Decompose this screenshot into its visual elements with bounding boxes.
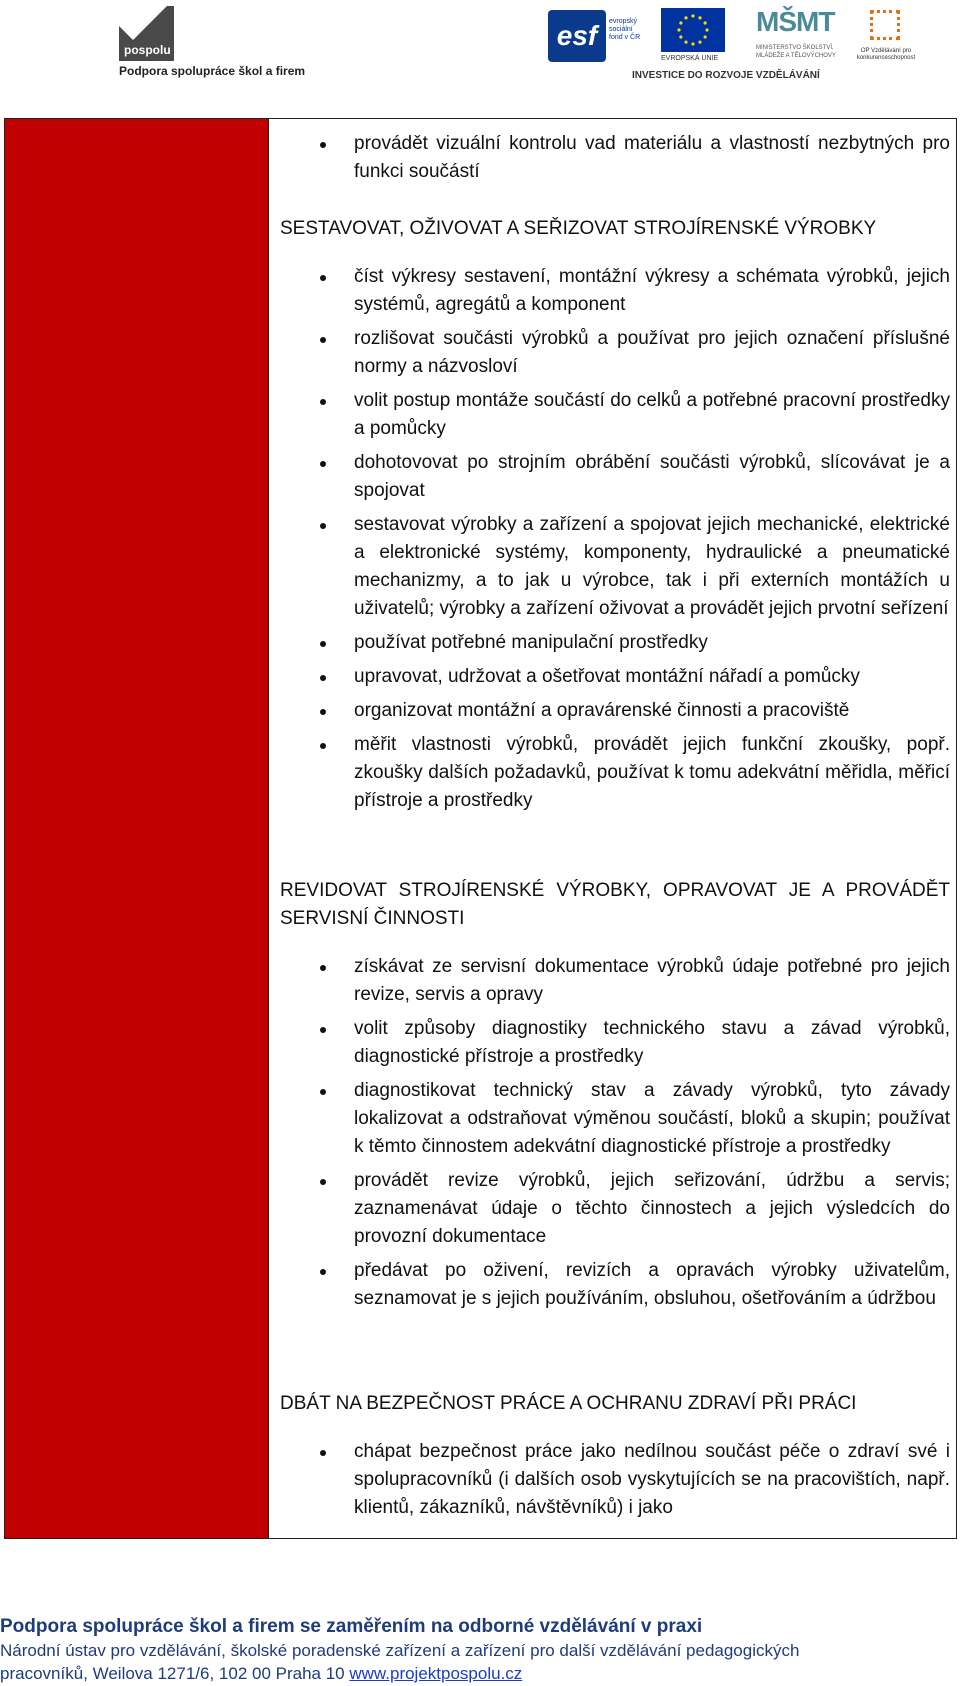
footer-address-text: pracovníků, Weilova 1271/6, 102 00 Praha 10 (0, 1664, 350, 1683)
msmt-logo-mark: MŠMT (756, 6, 835, 37)
pospolu-tagline: Podpora spolupráce škol a firem (119, 64, 306, 78)
list-item-text: upravovat, udržovat a ošetřovat montážní nářadí a pomůcky (354, 666, 860, 687)
list-item-text: získávat ze servisní dokumentace výrobků údaje potřebné pro jejich revize, servis a opravy (354, 956, 950, 1005)
bullet-icon (320, 641, 326, 647)
list-item-text: rozlišovat součásti výrobků a používat pro jejich označení příslušné normy a názvosloví (354, 328, 950, 377)
list-item-text: předávat po oživení, revizích a opravách výrobky uživatelům, seznamovat je s jejich používáním, obsluhou, ošetřováním a údržbou (354, 1260, 950, 1309)
eu-star-icon (705, 28, 708, 31)
list-item (280, 1257, 950, 1313)
esf-logo-text: evropský sociální fond v ČR (609, 18, 641, 41)
footer-address-line-1: Národní ústav pro vzdělávání, školské poradenské zařízení a zařízení pro další vzdělávání pedagogických (0, 1641, 800, 1660)
eu-star-icon (698, 41, 701, 44)
eu-star-icon (679, 21, 682, 24)
esf-logo-mark: esf (548, 10, 606, 62)
list-item (280, 387, 950, 443)
msmt-logo (756, 6, 840, 66)
bullet-icon (320, 1450, 326, 1456)
bullet-icon (320, 1089, 326, 1095)
footer-address-line-2 (0, 1664, 522, 1684)
op-vk-logo-mark (870, 10, 900, 40)
list-item (280, 263, 950, 319)
list-item-text: číst výkresy sestavení, montážní výkresy a schémata výrobků, jejich systémů, agregátů a komponent (354, 266, 950, 315)
list-item-text: volit postup montáže součástí do celků a potřebné pracovní prostředky a pomůcky (354, 390, 950, 439)
eu-star-icon (684, 41, 687, 44)
eu-star-icon (679, 35, 682, 38)
list-item-text: chápat bezpečnost práce jako nedílnou součást péče o zdraví své i spolupracovníků (i dalších osob vyskytujících se na pracovištích, např. klientů, zákazníků, návštěvníků) i jako (354, 1441, 950, 1518)
list-item (280, 953, 950, 1009)
eu-star-icon (684, 16, 687, 19)
bullet-icon (320, 1269, 326, 1275)
section-heading-sestavovat: SESTAVOVAT, OŽIVOVAT A SEŘIZOVAT STROJÍRENSKÉ VÝROBKY (280, 218, 877, 239)
esf-logo (548, 8, 643, 64)
bullet-icon (320, 461, 326, 467)
eu-star-icon (698, 16, 701, 19)
footer-title: Podpora spolupráce škol a firem se zaměřením na odborné vzdělávání v praxi (0, 1616, 703, 1637)
list-item-text: provádět vizuální kontrolu vad materiálu a vlastností nezbytných pro funkci součástí (354, 133, 950, 182)
bullet-icon (320, 1179, 326, 1185)
section-list-bezpecnost (280, 1438, 950, 1528)
bullet-icon (320, 399, 326, 405)
pospolu-brand-text: pospolu (124, 43, 171, 57)
section-list-sestavovat (280, 263, 950, 821)
list-item (280, 1015, 950, 1071)
list-item (280, 449, 950, 505)
eu-star-icon (704, 35, 707, 38)
list-item (280, 697, 950, 725)
list-item-text: diagnostikovat technický stav a závady výrobků, tyto závady lokalizovat a odstraňovat výměnou součástí, bloků a skupin; používat k těmto činnostem adekvátní diagnostické přístroje a prostředky (354, 1080, 950, 1157)
eu-flag-icon (661, 8, 725, 52)
eu-star-icon (691, 42, 694, 45)
list-item-text: organizovat montážní a opravárenské činnosti a pracoviště (354, 700, 850, 721)
list-item-text: provádět revize výrobků, jejich seřizování, údržbu a servis; zaznamenávat údaje o těchto činnostech a jejich výsledcích do provozní dokumentace (354, 1170, 950, 1247)
list-item-text: dohotovovat po strojním obrábění součásti výrobků, slícovávat je a spojovat (354, 452, 950, 501)
red-sidebar-column (5, 119, 269, 1538)
list-item (280, 1438, 950, 1522)
list-item-text: sestavovat výrobky a zařízení a spojovat jejich mechanické, elektrické a elektronické systémy, komponenty, hydraulické a pneumatické mechanizmy, a to jak u výrobce, tak i při externích montážích u uživatelů; výrobky a zařízení oživovat a provádět jejich prvotní seřízení (354, 514, 950, 619)
section-list-revidovat (280, 953, 950, 1319)
bullet-icon (320, 675, 326, 681)
bullet-icon (320, 523, 326, 529)
list-item (280, 511, 950, 623)
bullet-icon (320, 709, 326, 715)
project-website-link[interactable]: www.projektpospolu.cz (349, 1664, 523, 1683)
bullet-icon (320, 142, 326, 148)
eu-logo (661, 8, 725, 64)
op-vk-logo-text: OP Vzdělávání pro konkurenceschopnost (856, 48, 916, 61)
bullet-icon (320, 743, 326, 749)
content-frame (4, 118, 957, 1539)
intro-list (280, 130, 950, 192)
op-vk-logo (850, 10, 920, 66)
list-item (280, 130, 950, 186)
msmt-logo-text: MINISTERSTVO ŠKOLSTVÍ, MLÁDEŽE A TĚLOVÝCHOVY (756, 45, 836, 59)
list-item (280, 325, 950, 381)
eu-logo-text: EVROPSKÁ UNIE (661, 55, 719, 62)
list-item (280, 731, 950, 815)
investice-slogan: INVESTICE DO ROZVOJE VZDĚLÁVÁNÍ (632, 70, 820, 81)
bullet-icon (320, 965, 326, 971)
list-item (280, 663, 950, 691)
eu-star-icon (677, 28, 680, 31)
bullet-icon (320, 275, 326, 281)
eu-star-icon (691, 14, 694, 17)
list-item (280, 629, 950, 657)
bullet-icon (320, 1027, 326, 1033)
eu-star-icon (704, 21, 707, 24)
bullet-icon (320, 337, 326, 343)
list-item (280, 1077, 950, 1161)
page-header (0, 0, 960, 100)
section-heading-revidovat: REVIDOVAT STROJÍRENSKÉ VÝROBKY, OPRAVOVAT JE A PROVÁDĚT SERVISNÍ ČINNOSTI (280, 880, 950, 929)
pospolu-logo (119, 6, 319, 80)
list-item-text: volit způsoby diagnostiky technického stavu a závad výrobků, diagnostické přístroje a prostředky (354, 1018, 950, 1067)
list-item (280, 1167, 950, 1251)
pospolu-logo-mark (119, 6, 174, 61)
list-item-text: měřit vlastnosti výrobků, provádět jejich funkční zkoušky, popř. zkoušky dalších požadavků, používat k tomu adekvátní měřidla, měřicí přístroje a prostředky (354, 734, 950, 811)
list-item-text: používat potřebné manipulační prostředky (354, 632, 708, 653)
section-heading-bezpecnost: DBÁT NA BEZPEČNOST PRÁCE A OCHRANU ZDRAVÍ PŘI PRÁCI (280, 1393, 857, 1414)
